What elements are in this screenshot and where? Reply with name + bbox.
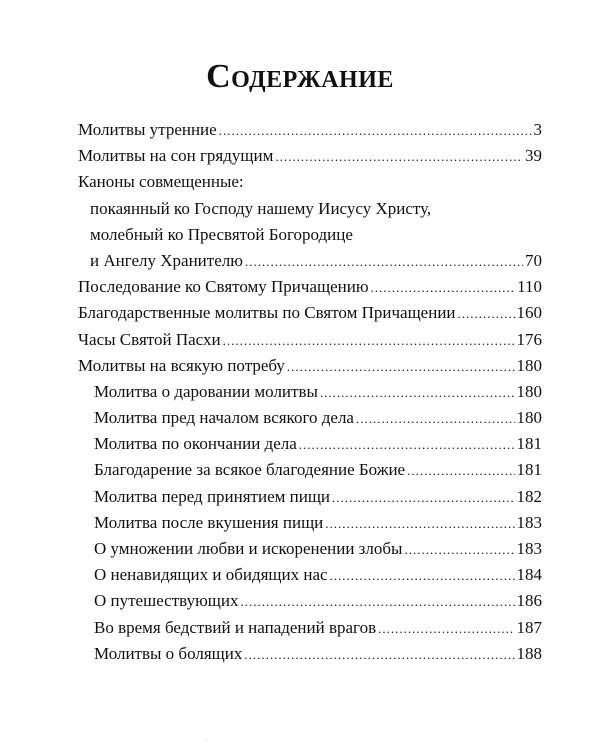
toc-entry-page: 183 [516, 539, 542, 558]
toc-entry[interactable] [78, 588, 542, 614]
toc-entry[interactable] [78, 510, 542, 536]
toc-leader-dots [223, 327, 515, 353]
toc-entry[interactable] [78, 615, 542, 641]
toc-entry-page: 186 [516, 591, 542, 611]
toc-entry [78, 169, 542, 195]
toc-entry-page: 180 [516, 381, 542, 401]
toc-entry-title: Молитвы о болящих [94, 643, 243, 663]
toc-leader-dots [287, 353, 515, 379]
toc-entry-title: Часы Святой Пасхи [78, 329, 221, 349]
toc-leader-dots [332, 484, 514, 510]
toc-entry-page: 176 [516, 329, 542, 349]
toc-entry-page: 187 [516, 617, 542, 637]
toc-entry[interactable] [78, 327, 542, 353]
toc-entry-page: 183 [516, 512, 542, 532]
toc-entry[interactable] [78, 143, 542, 169]
toc-entry[interactable] [78, 536, 542, 562]
toc-leader-dots [219, 117, 532, 143]
toc-leader-dots [320, 379, 515, 405]
toc-entry[interactable] [78, 484, 542, 510]
toc-entry[interactable] [78, 274, 542, 300]
toc-entry-title: О путешествующих [94, 591, 239, 611]
toc-entry [78, 222, 542, 248]
toc-leader-dots [356, 405, 515, 431]
toc-entry[interactable] [78, 562, 542, 588]
toc-entry-page: 180 [516, 408, 542, 428]
toc-entry-title: покаянный ко Господу нашему Иисусу Христу, [90, 198, 432, 218]
toc-entry-title: О умножении любви и искоренении злобы [94, 539, 403, 558]
toc-entry[interactable] [78, 300, 542, 326]
toc-leader-dots [371, 274, 516, 300]
toc-leader-dots [378, 615, 514, 641]
toc-entry-title: Последование ко Святому Причащению [78, 277, 369, 297]
toc-entry[interactable] [78, 353, 542, 379]
toc-entry-title: Благодарение за всякое благодеяние Божие [94, 460, 406, 480]
toc-leader-dots [330, 562, 515, 588]
toc-entry-page: 70 [525, 250, 542, 270]
toc-entry-title: Молитва перед принятием пищи [94, 486, 331, 506]
toc-leader-dots [240, 588, 514, 614]
toc-entry [78, 196, 542, 222]
toc-entry-page: 188 [516, 643, 542, 663]
toc-entry-page: 184 [516, 565, 542, 585]
toc-entry-title: Во время бедствий и нападений врагов [94, 617, 377, 637]
toc-entry-title: Молитва по окончании дела [94, 434, 297, 454]
table-of-contents [78, 117, 542, 667]
scan-speck: · [205, 735, 208, 744]
toc-entry[interactable] [78, 117, 542, 143]
toc-entry[interactable] [78, 457, 542, 483]
toc-entry-page: 182 [516, 486, 542, 506]
toc-entry[interactable] [78, 405, 542, 431]
page-title: Содержание [206, 58, 394, 95]
toc-entry-title: О ненавидящих и обидящих нас [94, 565, 328, 585]
toc-entry-title: и Ангелу Хранителю [90, 250, 243, 270]
toc-leader-dots [407, 457, 514, 483]
toc-entry[interactable] [78, 431, 542, 457]
toc-entry[interactable] [78, 248, 542, 274]
toc-entry-page: 181 [516, 460, 542, 480]
toc-leader-dots [458, 300, 515, 326]
toc-leader-dots [275, 143, 523, 169]
toc-entry-title: Каноны совмещенные: [78, 172, 244, 192]
toc-entry-title: Молитвы на сон грядущим [78, 146, 274, 166]
toc-entry-page: 39 [525, 146, 542, 166]
toc-leader-dots [245, 248, 523, 274]
toc-entry-page: 110 [517, 277, 542, 297]
toc-entry-title: Молитвы утренние [78, 120, 217, 139]
toc-entry-title: Молитва о даровании молитвы [94, 381, 318, 401]
toc-entry[interactable] [78, 379, 542, 405]
toc-entry-page: 160 [516, 303, 542, 323]
toc-entry-page: 180 [516, 355, 542, 375]
toc-entry-title: Молитва после вкушения пищи [94, 512, 324, 532]
toc-entry-title: Благодарственные молитвы по Святом Причащении [78, 303, 456, 323]
toc-leader-dots [244, 641, 514, 667]
toc-entry-page: 3 [533, 120, 542, 139]
toc-entry[interactable] [78, 641, 542, 667]
toc-leader-dots [325, 510, 514, 536]
toc-entry-title: Молитвы на всякую потребу [78, 355, 285, 375]
toc-leader-dots [299, 431, 515, 457]
toc-entry-page: 181 [516, 434, 542, 454]
toc-entry-title: молебный ко Пресвятой Богородице [90, 224, 353, 244]
toc-leader-dots [404, 536, 514, 562]
toc-entry-title: Молитва пред началом всякого дела [94, 408, 354, 428]
